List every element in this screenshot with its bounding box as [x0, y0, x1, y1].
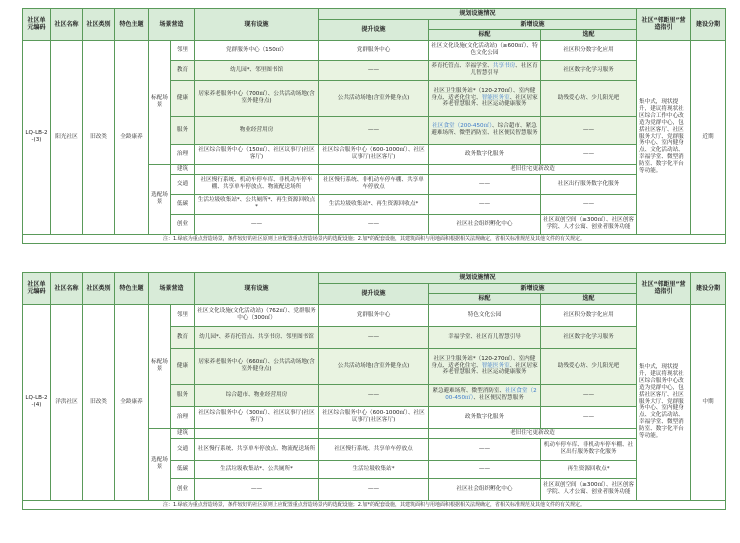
standard-text: 紧急避难场所、微型消防室、 — [432, 388, 506, 395]
header-category: 社区类别 — [83, 9, 115, 41]
planning-table-2 — [22, 272, 726, 510]
highlight-text: 智能医务室 — [481, 94, 510, 101]
header-optional: 选配 — [541, 294, 637, 305]
header-improve: 提升设施 — [319, 283, 429, 304]
existing-cell: 物业经营用房 — [195, 116, 319, 144]
header-phase: 建设分期 — [691, 9, 726, 41]
improve-cell: —— — [319, 60, 429, 80]
existing-cell — [195, 428, 319, 438]
optional-cell: —— — [541, 406, 637, 428]
existing-cell: 党群服务中心（150㎡） — [195, 40, 319, 60]
standard-scene-group: 标配场景 — [149, 304, 171, 428]
existing-cell: —— — [195, 214, 319, 234]
improve-cell: 公共活动场地(含室外健身点) — [319, 80, 429, 116]
scene-label: 教育 — [171, 60, 195, 80]
existing-cell: 社区文化设施(文化活动站)（762㎡）、党群服务中心（300㎡） — [195, 304, 319, 326]
improve-cell — [319, 428, 429, 438]
optional-cell: 社区双创空间（≥300㎡）、社区创客学院、人才公寓、创业者服务功能 — [541, 214, 637, 234]
community-name: 洋洪社区 — [51, 304, 83, 500]
standard-cell — [429, 60, 541, 80]
standard-cell: —— — [429, 194, 541, 214]
span-cell: 老旧住宅更新改造 — [429, 428, 637, 438]
header-standard: 标配 — [429, 294, 541, 305]
existing-cell: 社区综合服务中心（300㎡）、社区议事厅(社区客厅) — [195, 406, 319, 428]
scene-label: 治理 — [171, 144, 195, 164]
header-existing: 现有设施 — [195, 9, 319, 41]
scene-label: 创业 — [171, 478, 195, 500]
community-category: 旧改类 — [83, 304, 115, 500]
scene-label: 健康 — [171, 80, 195, 116]
header-unit-code: 社区单元编码 — [23, 273, 51, 305]
improve-cell: 社区慢行系统、非机动车停车棚、共享单车停放点 — [319, 174, 429, 194]
existing-cell: —— — [195, 478, 319, 500]
improve-cell: —— — [319, 478, 429, 500]
existing-cell: 居家养老服务中心（660㎡）、公共活动场地(含室外健身点) — [195, 348, 319, 384]
scene-label: 交通 — [171, 438, 195, 460]
optional-cell: 社区双创空间（≥300㎡）、社区创客学院、人才公寓、创业者服务功能 — [541, 478, 637, 500]
highlight-text: 智能医务室 — [481, 362, 510, 369]
highlight-text: 社区食堂（200-450㎡） — [432, 123, 492, 130]
standard-cell — [429, 116, 541, 144]
existing-cell: 生活垃圾收集站*、公共厕所* — [195, 460, 319, 478]
optional-scene-group: 选配场景 — [149, 428, 171, 500]
standard-text: 、社区居家养老智慧服务、社区运动健康服务 — [442, 94, 538, 108]
optional-cell: 助残爱心坊、少儿阳光吧 — [541, 80, 637, 116]
header-unit-code: 社区单元编码 — [23, 9, 51, 41]
standard-cell: —— — [429, 174, 541, 194]
scene-label: 交通 — [171, 174, 195, 194]
header-planning: 规划设施情况 — [319, 273, 637, 284]
optional-cell: 机动车停车库、非机动车停车棚、社区出行服务数字化服务 — [541, 438, 637, 460]
scene-label: 建筑 — [171, 164, 195, 174]
highlight-text: 共享书房 — [492, 63, 516, 70]
phase-cell: 中期 — [691, 304, 726, 500]
standard-scene-group: 标配场景 — [149, 40, 171, 164]
scene-label: 教育 — [171, 326, 195, 348]
standard-text: 社区卫生服务站*（120-270㎡）、室内健身点、适老化住宅、 — [431, 355, 536, 369]
scene-label: 服务 — [171, 116, 195, 144]
planning-table-1 — [22, 8, 726, 244]
phase-cell: 近期 — [691, 40, 726, 234]
standard-text: 、社区育儿智慧引导 — [470, 63, 538, 76]
optional-cell: —— — [541, 194, 637, 214]
header-new: 新增设施 — [429, 283, 637, 294]
improve-cell: 社区综合服务中心（600-1000㎡）、社区议事厅(社区客厅) — [319, 144, 429, 164]
header-improve: 提升设施 — [319, 19, 429, 40]
standard-cell: 政务数字化服务 — [429, 406, 541, 428]
standard-text: 社区卫生服务站*（120-270㎡）、室内健身点、适老化住宅、 — [431, 87, 536, 101]
scene-label: 建筑 — [171, 428, 195, 438]
scene-label: 健康 — [171, 348, 195, 384]
standard-cell: 社区社会组织孵化中心 — [429, 478, 541, 500]
optional-cell: 社区积分数字化应用 — [541, 40, 637, 60]
standard-text: 、社区居家养老智慧服务、社区运动健康服务 — [442, 362, 538, 376]
header-guide: 社区“邻距里”营造指引 — [637, 273, 691, 305]
community-theme: 全龄康养 — [115, 40, 149, 234]
improve-cell: —— — [319, 384, 429, 406]
scene-label: 邻里 — [171, 304, 195, 326]
standard-text: 、社区便民智慧服务 — [473, 395, 524, 401]
standard-cell — [429, 80, 541, 116]
unit-code: LQ-LB-2-(4) — [23, 304, 51, 500]
existing-cell: 社区慢行系统、共享单车停放点、物流配送场所 — [195, 438, 319, 460]
improve-cell — [319, 164, 429, 174]
header-theme: 特色主题 — [115, 9, 149, 41]
header-optional: 选配 — [541, 30, 637, 41]
standard-cell: 社区文化设施(文化活动站)（≥600㎡）、特色文化公园 — [429, 40, 541, 60]
optional-cell: 社区数字化学习服务 — [541, 60, 637, 80]
standard-cell: 政务数字化服务 — [429, 144, 541, 164]
existing-cell: 幼儿园*、邻里图书馆 — [195, 60, 319, 80]
header-category: 社区类别 — [83, 273, 115, 305]
header-scene: 场景营造 — [149, 9, 195, 41]
unit-code: LQ-LB-2-(3) — [23, 40, 51, 234]
improve-cell: 公共活动场地(含室外健身点) — [319, 348, 429, 384]
scene-label: 创业 — [171, 214, 195, 234]
table-note: 注：1.绿底为重点营造场景，条件较好的社区原则上应配置重点营造场景内的选配设施；2.加*的配套设施，其建筑面积与用地面积根据相关法规确定，省相关标准规范及其他文件的有关规定。 — [23, 500, 726, 509]
table-note: 注：1.绿底为重点营造场景，条件较好的社区原则上应配置重点营造场景内的选配设施；2.加*的配套设施，其建筑面积与用地面积根据相关法规确定，省相关标准规范及其他文件的有关规定。 — [23, 234, 726, 243]
optional-cell: 再生资源回收点* — [541, 460, 637, 478]
optional-cell: 社区出行服务数字化服务 — [541, 174, 637, 194]
header-phase: 建设分期 — [691, 273, 726, 305]
optional-cell: —— — [541, 144, 637, 164]
header-new: 新增设施 — [429, 19, 637, 30]
improve-cell: —— — [319, 326, 429, 348]
standard-text: 养育托管点、幸福学堂、 — [431, 63, 493, 70]
community-theme: 全龄康养 — [115, 304, 149, 500]
span-cell: 老旧住宅更新改造 — [429, 164, 637, 174]
improve-cell: 社区综合服务中心（600-1000㎡）、社区议事厅(社区客厅) — [319, 406, 429, 428]
standard-text: 、综合超市、紧急避难场所、微型消防室、社区便民智慧服务 — [431, 123, 538, 136]
standard-cell: —— — [429, 438, 541, 460]
improve-cell: —— — [319, 214, 429, 234]
highlight-text: 社区食堂（200-450㎡） — [445, 388, 537, 401]
header-community: 社区名称 — [51, 9, 83, 41]
header-theme: 特色主题 — [115, 273, 149, 305]
optional-cell: 助残爱心坊、少儿阳光吧 — [541, 348, 637, 384]
improve-cell: 党群服务中心 — [319, 40, 429, 60]
existing-cell: 社区慢行系统、机动车停车库、非机动车停车棚、共享单车停放点、物流配送场所 — [195, 174, 319, 194]
scene-label: 邻里 — [171, 40, 195, 60]
improve-cell: —— — [319, 116, 429, 144]
standard-cell — [429, 348, 541, 384]
community-category: 旧改类 — [83, 40, 115, 234]
standard-cell: 特色文化公园 — [429, 304, 541, 326]
improve-cell: 党群服务中心 — [319, 304, 429, 326]
header-standard: 标配 — [429, 30, 541, 41]
optional-scene-group: 选配场景 — [149, 164, 171, 234]
existing-cell: 生活垃圾收集站*、公共厕所*、再生资源回收点* — [195, 194, 319, 214]
existing-cell: 社区综合服务中心（150㎡）、社区议事厅(社区客厅) — [195, 144, 319, 164]
scene-label: 低碳 — [171, 194, 195, 214]
standard-cell — [429, 384, 541, 406]
scene-label: 低碳 — [171, 460, 195, 478]
standard-cell: 社区社会组织孵化中心 — [429, 214, 541, 234]
community-name: 阳光社区 — [51, 40, 83, 234]
existing-cell: 居家养老服务中心（700㎡）、公共活动场地(含室外健身点) — [195, 80, 319, 116]
optional-cell: —— — [541, 384, 637, 406]
optional-cell: —— — [541, 116, 637, 144]
scene-label: 服务 — [171, 384, 195, 406]
scene-label: 治理 — [171, 406, 195, 428]
guide-cell: 集中式，现状提升，建议将现状社区综合工作中心改造为党群中心，包括社区客厅、社区服务大厅、党群服务中心、室内健身点、文化活动站、幸福学堂、微型消防室、数字化平台等功能。 — [637, 40, 691, 234]
header-guide: 社区“邻距里”营造指引 — [637, 9, 691, 41]
header-planning: 规划设施情况 — [319, 9, 637, 20]
improve-cell: 生活垃圾收集站* — [319, 460, 429, 478]
improve-cell: 社区慢行系统、共享单车停放点 — [319, 438, 429, 460]
guide-cell: 集中式，现状提升，建议将现状社区综合服务中心改造为党群中心，包括社区客厅、社区服务大厅、党群服务中心、室内健身点、文化活动站、幸福学堂、微型消防室、数字化平台等功能。 — [637, 304, 691, 500]
optional-cell: 社区积分数字化应用 — [541, 304, 637, 326]
header-community: 社区名称 — [51, 273, 83, 305]
standard-cell: —— — [429, 460, 541, 478]
optional-cell: 社区数字化学习服务 — [541, 326, 637, 348]
existing-cell: 幼儿园*、养育托管点、共享书房、邻里图书馆 — [195, 326, 319, 348]
existing-cell: 综合超市、物业经营用房 — [195, 384, 319, 406]
standard-cell: 幸福学堂、社区育儿智慧引导 — [429, 326, 541, 348]
header-existing: 现有设施 — [195, 273, 319, 305]
header-scene: 场景营造 — [149, 273, 195, 305]
improve-cell: 生活垃圾收集站*、再生资源回收点* — [319, 194, 429, 214]
existing-cell — [195, 164, 319, 174]
